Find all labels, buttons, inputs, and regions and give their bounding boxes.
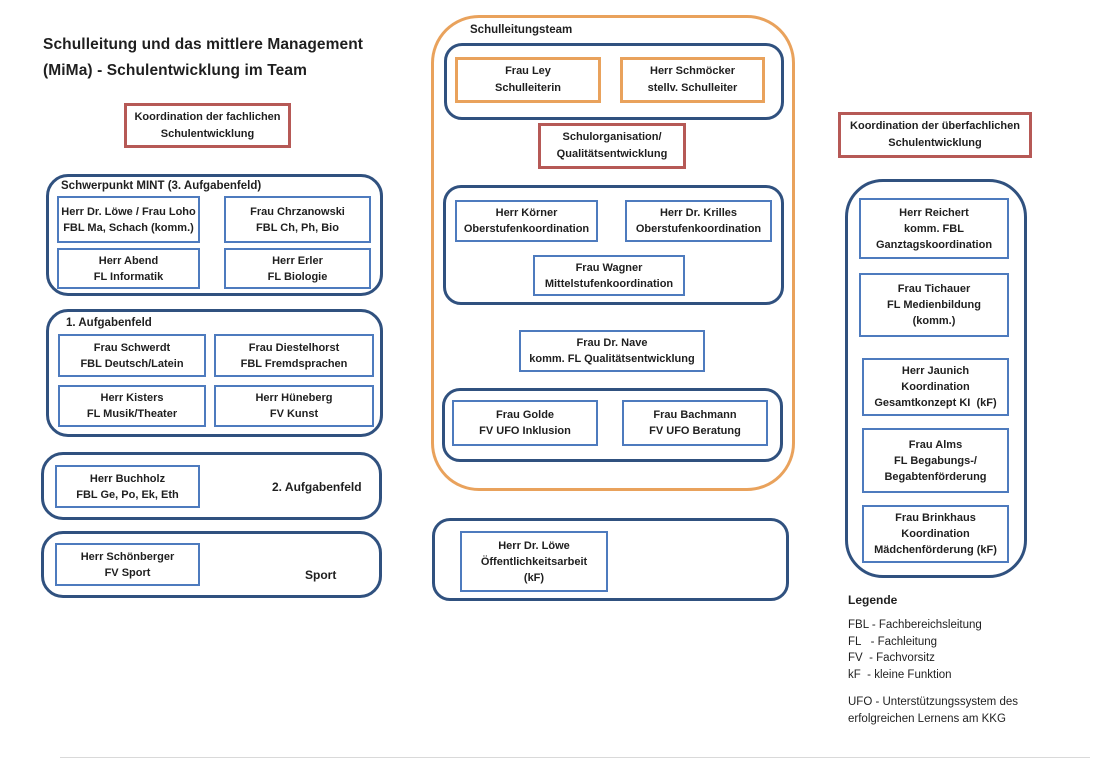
legend-item-fbl: FBL - Fachbereichsleitung	[848, 619, 982, 631]
member-koerner	[455, 200, 598, 242]
member-diestelhorst	[214, 334, 374, 377]
member-name: Herr Dr. Löwe	[498, 539, 570, 552]
member-role2: Mädchenförderung (kF)	[874, 544, 997, 556]
member-wagner	[533, 255, 685, 296]
member-name: Frau Tichauer	[897, 283, 971, 295]
member-name: Frau Wagner	[575, 261, 643, 274]
member-role: FBL Fremdsprachen	[240, 357, 348, 370]
member-name: Frau Schwerdt	[93, 341, 171, 354]
legend-item-kf: kF - kleine Funktion	[848, 668, 952, 681]
member-name: Herr Hüneberg	[255, 392, 333, 404]
page-title	[43, 32, 363, 84]
member-role: FV Kunst	[269, 408, 319, 420]
member-role: Oberstufenkoordination	[463, 223, 590, 235]
member-name: Herr Reichert	[899, 206, 969, 219]
member-name: Frau Bachmann	[653, 409, 737, 421]
member-name: Frau Chrzanowski	[250, 205, 345, 218]
member-krilles	[625, 200, 772, 242]
member-erler	[224, 248, 371, 289]
member-name: Herr Dr. Krilles	[659, 207, 738, 219]
member-schwerdt	[58, 334, 206, 377]
member-role: komm. FL Qualitätsentwicklung	[529, 353, 695, 365]
member-note: (kF)	[523, 571, 545, 584]
member-name: Frau Alms	[908, 438, 963, 451]
member-note: (komm.)	[912, 315, 956, 327]
member-role: FL Biologie	[267, 270, 328, 283]
member-tichauer	[859, 273, 1009, 337]
member-role: Mittelstufenkoordination	[544, 277, 674, 290]
member-chrzanowski	[224, 196, 371, 243]
member-name: Frau Dr. Nave	[576, 337, 648, 349]
member-role: FV UFO Beratung	[649, 425, 741, 437]
legend	[848, 593, 1088, 727]
legend-item-fv: FV - Fachvorsitz	[848, 652, 935, 664]
center-header-line2: Qualitätsentwicklung	[556, 148, 668, 160]
member-loewe-loho	[57, 196, 200, 243]
schulleitungsteam-label: Schulleitungsteam	[470, 24, 573, 36]
member-role2: Begabtenförderung	[884, 470, 987, 483]
member-name: Herr Dr. Löwe / Frau Loho	[61, 205, 196, 218]
center-header-box	[538, 123, 686, 169]
center-header-line1: Schulorganisation/	[562, 131, 662, 143]
member-nave	[519, 330, 705, 372]
right-header-box	[838, 112, 1032, 158]
legend-note-line2: erfolgreichen Lernens am KKG	[848, 712, 1006, 725]
member-role: FL Medienbildung	[887, 299, 981, 311]
member-brinkhaus	[862, 505, 1009, 563]
left-header-box	[124, 103, 291, 148]
member-ley	[455, 57, 601, 103]
left-header-line2: Schulentwicklung	[160, 127, 255, 140]
right-header-line2: Schulentwicklung	[888, 137, 982, 149]
member-schoenberger	[55, 543, 200, 586]
member-name: Herr Schmöcker	[650, 65, 735, 77]
member-name: Herr Buchholz	[89, 472, 166, 485]
left-header-line1: Koordination der fachlichen	[134, 110, 281, 123]
legend-title: Legende	[848, 593, 898, 607]
page-title-line1: Schulleitung und das mittlere Management	[43, 36, 364, 53]
legend-item-fl: FL - Fachleitung	[848, 635, 938, 648]
member-role: komm. FBL	[904, 222, 964, 235]
member-name: Frau Brinkhaus	[895, 512, 976, 524]
page-title-line2: (MiMa) - Schulentwicklung im Team	[43, 62, 307, 79]
member-name: Herr Schönberger	[80, 550, 175, 563]
member-role: FL Musik/Theater	[86, 408, 178, 420]
member-role: Oberstufenkoordination	[635, 223, 762, 235]
member-reichert	[859, 198, 1009, 259]
member-role: FBL Deutsch/Latein	[80, 357, 184, 370]
group-aufgabenfeld-2-label: 2. Aufgabenfeld	[272, 480, 362, 494]
member-role2: Ganztagskoordination	[875, 238, 993, 251]
member-role: FV UFO Inklusion	[479, 425, 571, 437]
member-buchholz	[55, 465, 200, 508]
member-schmoecker	[620, 57, 765, 103]
member-role: stellv. Schulleiter	[647, 82, 738, 94]
member-name: Frau Diestelhorst	[248, 341, 340, 354]
member-loewe-public	[460, 531, 608, 592]
member-alms	[862, 428, 1009, 493]
legend-note-line1: UFO - Unterstützungssystem des	[848, 696, 1018, 708]
member-name: Frau Golde	[495, 409, 555, 421]
bottom-divider	[60, 757, 1090, 758]
member-hueneberg	[214, 385, 374, 427]
member-name: Frau Ley	[505, 65, 551, 77]
member-role: Schulleiterin	[494, 82, 562, 94]
right-header-line1: Koordination der überfachlichen	[850, 120, 1020, 132]
member-role: FL Informatik	[93, 270, 164, 283]
member-name: Herr Erler	[272, 254, 323, 267]
member-bachmann	[622, 400, 768, 446]
member-role: FBL Ch, Ph, Bio	[256, 221, 339, 234]
member-name: Herr Jaunich	[901, 365, 970, 377]
member-role: FV Sport	[104, 566, 151, 579]
member-name: Herr Kisters	[100, 392, 164, 404]
member-kisters	[58, 385, 206, 427]
member-golde	[452, 400, 598, 446]
group-sport-label: Sport	[305, 568, 337, 582]
member-name: Herr Körner	[495, 207, 558, 219]
member-jaunich	[862, 358, 1009, 416]
member-role2: Gesamtkonzept KI (kF)	[874, 397, 997, 409]
member-role: Koordination	[901, 528, 970, 540]
member-role: FBL Ge, Po, Ek, Eth	[76, 488, 179, 501]
group-aufgabenfeld-1-label: 1. Aufgabenfeld	[66, 317, 152, 329]
member-role: FL Begabungs-/	[894, 454, 977, 467]
member-role: Öffentlichkeitsarbeit	[480, 555, 588, 568]
member-role: FBL Ma, Schach (komm.)	[63, 221, 194, 234]
member-name: Herr Abend	[98, 254, 159, 267]
group-mint-label: Schwerpunkt MINT (3. Aufgabenfeld)	[61, 180, 262, 192]
member-role: Koordination	[901, 381, 970, 393]
member-abend	[57, 248, 200, 289]
